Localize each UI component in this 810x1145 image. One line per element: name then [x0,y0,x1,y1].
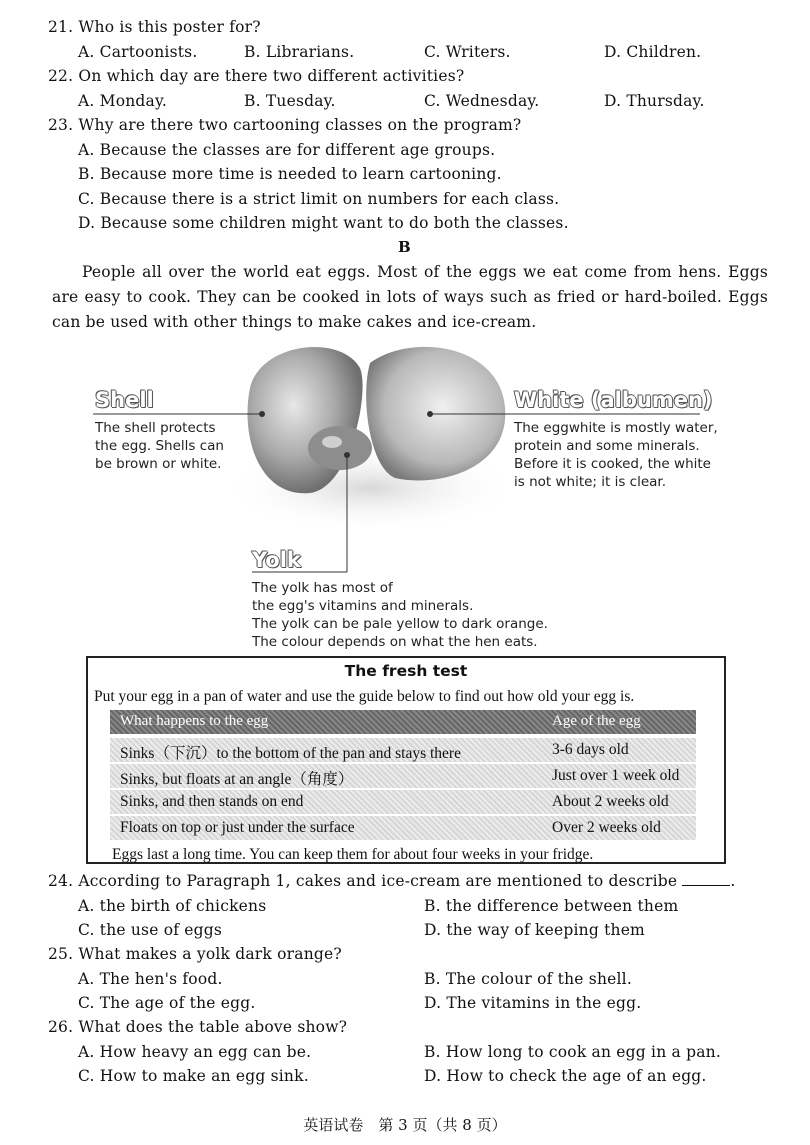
shell-description [95,419,224,473]
row-age: About 2 weeks old [552,793,669,810]
yolk-description [252,579,548,651]
page-footer: 英语试卷 第 3 页（共 8 页） [303,1116,507,1134]
header-what-happens: What happens to the egg [120,713,269,729]
option-26-b: B. How long to cook an egg in a pan. [424,1043,721,1061]
option-22-b: B. Tuesday. [244,92,336,110]
question-number: 23. [48,116,74,134]
white-line: is not white; it is clear. [514,474,667,490]
question-number: 22. [48,67,74,85]
table-row [110,816,696,840]
white-title: White (albumen) [514,388,713,412]
white-line: Before it is cooked, the white [514,456,711,472]
question-number: 25. [48,945,74,963]
yolk-title: Yolk [252,548,301,572]
question-24: 24. According to Paragraph 1, cakes and ice-cream are mentioned to describe . [48,872,736,890]
option-25-a: A. The hen's food. [78,970,223,988]
row-age: Over 2 weeks old [552,819,661,836]
white-description [514,419,718,491]
answer-blank [682,873,730,886]
option-24-d: D. the way of keeping them [424,921,645,939]
fresh-test-intro: Put your egg in a pan of water and use the guide below to find out how old your egg is. [94,688,635,705]
option-26-d: D. How to check the age of an egg. [424,1067,707,1085]
row-description: Sinks, and then stands on end [120,793,304,810]
option-24-b: B. the difference between them [424,897,679,915]
yolk-line: the egg's vitamins and minerals. [252,598,474,614]
row-age: Just over 1 week old [552,767,680,784]
option-24-a: A. the birth of chickens [78,897,267,915]
row-description: Sinks（下沉）to the bottom of the pan and stays there [120,745,461,762]
question-25 [48,945,342,963]
option-22-c: C. Wednesday. [424,92,540,110]
question-stem: Why are there two cartooning classes on the program? [78,116,522,134]
option-21-a: A. Cartoonists. [78,43,198,61]
fresh-test-footer: Eggs last a long time. You can keep them for about four weeks in your fridge. [112,846,594,863]
question-stem: According to Paragraph 1, cakes and ice-cream are mentioned to describe [78,872,678,890]
question-number: 26. [48,1018,74,1036]
option-25-d: D. The vitamins in the egg. [424,994,642,1012]
question-stem: Who is this poster for? [78,18,261,36]
option-26-a: A. How heavy an egg can be. [78,1043,312,1061]
question-stem: What makes a yolk dark orange? [78,945,342,963]
section-paragraph: People all over the world eat eggs. Most of the eggs we eat come from hens. Eggs are easy to cook. They can be cooked in lots of ways such as fried or hard-boiled. Eggs can be used with other things to make cakes and ice-cream. [52,263,768,331]
option-22-a: A. Monday. [78,92,168,110]
table-header [110,710,696,734]
shell-line: the egg. Shells can [95,438,224,454]
option-23-a: A. Because the classes are for different age groups. [78,141,496,159]
yolk-line: The yolk can be pale yellow to dark orange. [252,616,548,632]
question-number: 24. [48,872,74,890]
question-number: 21. [48,18,74,36]
option-25-b: B. The colour of the shell. [424,970,632,988]
question-26 [48,1018,347,1036]
option-21-b: B. Librarians. [244,43,355,61]
yolk-line: The colour depends on what the hen eats. [252,634,538,650]
table-row [110,738,696,762]
table-row [110,764,696,788]
yolk-line: The yolk has most of [252,580,393,596]
option-21-c: C. Writers. [424,43,511,61]
fresh-test-box [86,656,726,864]
option-21-d: D. Children. [604,43,702,61]
option-22-d: D. Thursday. [604,92,705,110]
section-heading: B [398,238,411,256]
question-stem: What does the table above show? [78,1018,348,1036]
option-23-d: D. Because some children might want to do both the classes. [78,214,569,232]
option-24-c: C. the use of eggs [78,921,223,939]
table-row [110,790,696,814]
row-description: Floats on top or just under the surface [120,819,355,836]
shell-title: Shell [95,388,154,412]
option-23-c: C. Because there is a strict limit on numbers for each class. [78,190,560,208]
row-age: 3-6 days old [552,741,629,758]
shell-line: The shell protects [95,420,216,436]
question-stem: On which day are there two different activities? [78,67,465,85]
option-23-b: B. Because more time is needed to learn cartooning. [78,165,502,183]
option-26-c: C. How to make an egg sink. [78,1067,309,1085]
row-description: Sinks, but floats at an angle（角度） [120,771,354,788]
header-age: Age of the egg [552,713,641,729]
white-line: The eggwhite is mostly water, [514,420,718,436]
shell-line: be brown or white. [95,456,222,472]
fresh-test-title: The fresh test [344,662,468,680]
white-line: protein and some minerals. [514,438,700,454]
option-25-c: C. The age of the egg. [78,994,256,1012]
